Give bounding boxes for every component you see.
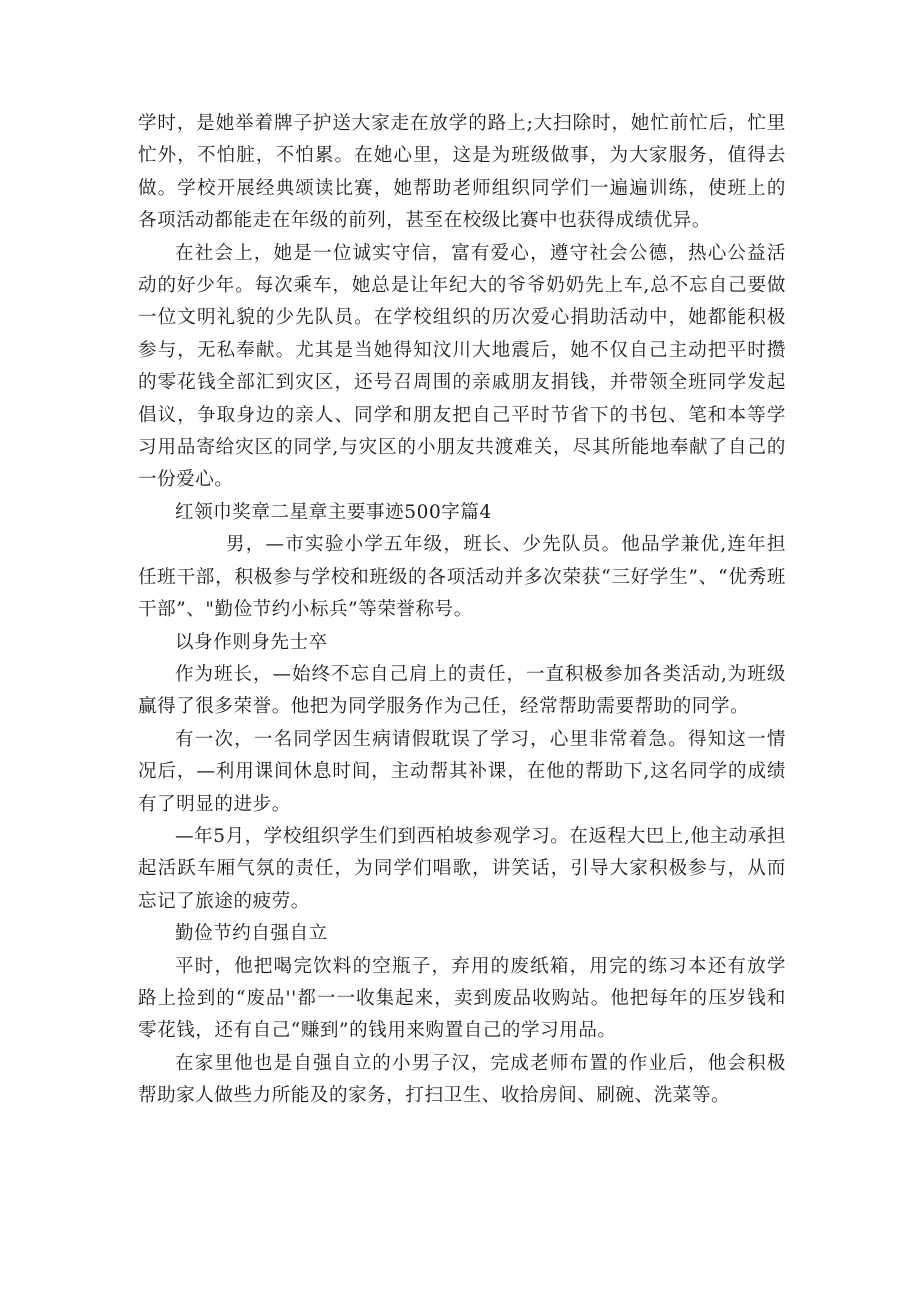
paragraph-home-chores: 在家里他也是自强自立的小男子汉，完成老师布置的作业后，他会积极帮助家人做些力所能及的家务，打扫卫生、收拾房间、刷碗、洗菜等。 bbox=[138, 1052, 786, 1107]
subheading-lead-by-example: 以身作则身先士卒 bbox=[175, 631, 328, 653]
document-body bbox=[138, 108, 786, 1113]
paragraph-class-monitor: 作为班长，—始终不忘自己肩上的责任，一直积极参加各类活动,为班级赢得了很多荣誉。他把为同学服务作为己任，经常帮助需要帮助的同学。 bbox=[138, 663, 786, 718]
paragraph-tutoring: 有一次，一名同学因生病请假耽误了学习，心里非常着急。得知这一情况后，—利用课间休息时间，主动帮其补课，在他的帮助下,这名同学的成绩有了明显的进步。 bbox=[138, 728, 786, 815]
subheading-frugality: 勤俭节约自强自立 bbox=[175, 923, 328, 945]
paragraph-recycling: 平时，他把喝完饮料的空瓶子，弃用的废纸箱，用完的练习本还有放学路上捡到的“废品''都一一收集起来，卖到废品收购站。他把每年的压岁钱和零花钱，还有自己“赚到”的钱用来购置自己的学习用品。 bbox=[138, 955, 786, 1042]
section-title: 红领巾奖章二星章主要事迹500字篇4 bbox=[175, 501, 492, 523]
paragraph-field-trip: —年5月，学校组织学生们到西柏坡参观学习。在返程大巴上,他主动承担起活跃车厢气氛的责任，为同学们唱歌，讲笑话，引导大家积极参与，从而忘记了旅途的疲劳。 bbox=[138, 825, 786, 912]
paragraph-continuation: 学时，是她举着牌子护送大家走在放学的路上;大扫除时，她忙前忙后，忙里忙外，不怕脏，不怕累。在她心里，这是为班级做事，为大家服务，值得去做。学校开展经典颂读比赛，她帮助老师组织同学们一遍遍训练，使班上的各项活动都能走在年级的前列，甚至在校级比赛中也获得成绩优异。 bbox=[138, 113, 786, 232]
paragraph-society: 在社会上，她是一位诚实守信，富有爱心，遵守社会公德，热心公益活动的好少年。每次乘车，她总是让年纪大的爷爷奶奶先上车,总不忘自己要做一位文明礼貌的少先队员。在学校组织的历次爱心捐助活动中，她都能积极参与，无私奉献。尤其是当她得知汶川大地震后，她不仅自己主动把平时攒的零花钱全部汇到灾区，还号召周围的亲戚朋友捐钱，并带领全班同学发起倡议，争取身边的亲人、同学和朋友把自己平时节省下的书包、笔和本等学习用品寄给灾区的同学,与灾区的小朋友共渡难关，尽其所能地奉献了自己的一份爱心。 bbox=[138, 242, 786, 491]
paragraph-profile: 男，—市实验小学五年级，班长、少先队员。他品学兼优,连年担任班干部，积极参与学校和班级的各项活动并多次荣获“三好学生”、“优秀班干部”、"勤俭节约小标兵”等荣誉称号。 bbox=[138, 534, 786, 621]
